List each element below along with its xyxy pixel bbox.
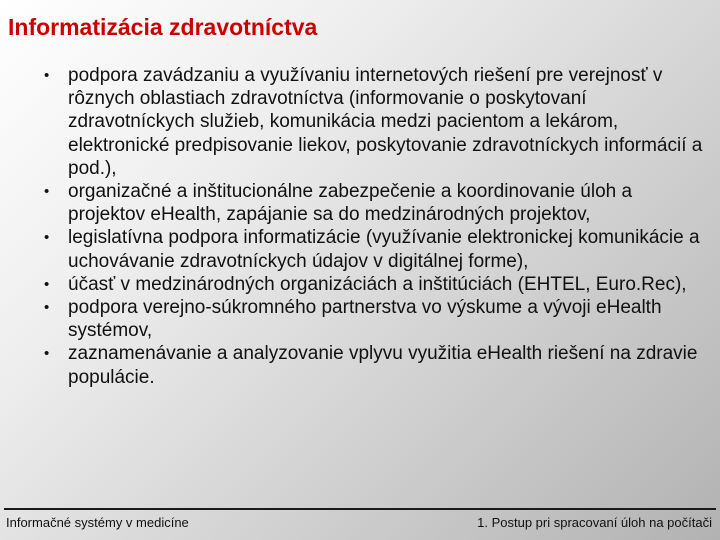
bullet-item bbox=[44, 342, 712, 388]
bullet-dot-icon: • bbox=[44, 299, 50, 317]
bullet-dot-icon: • bbox=[44, 183, 50, 201]
bullet-dot-icon: • bbox=[44, 229, 50, 247]
bullet-item bbox=[44, 273, 712, 296]
footer-divider bbox=[4, 508, 716, 510]
footer-chapter-title: 1. Postup pri spracovaní úloh na počítači bbox=[477, 515, 712, 530]
bullet-dot-icon: • bbox=[44, 275, 50, 293]
footer-course-name: Informačné systémy v medicíne bbox=[6, 515, 189, 530]
slide-title: Informatizácia zdravotníctva bbox=[8, 14, 318, 40]
bullet-text: účasť v medzinárodných organizáciách a inštitúciách (EHTEL, Euro.Rec), bbox=[68, 273, 687, 295]
bullet-item bbox=[44, 64, 712, 180]
bullet-dot-icon: • bbox=[44, 67, 50, 84]
bullet-text: podpora zavádzaniu a využívaniu internetových riešení pre verejnosť v rôznych oblastiach zdravotníctva (informovanie o poskytovaní zdravotníckych služieb, komunikácia medzi pacientom a lekárom, elektronické predpisovanie liekov, poskytovanie zdravotníckych informácií a pod.), bbox=[68, 65, 703, 179]
bullet-list bbox=[44, 64, 712, 389]
bullet-text: organizačné a inštitucionálne zabezpečenie a koordinovanie úloh a projektov eHealth, zapájanie sa do medzinárodných projektov, bbox=[68, 181, 633, 226]
bullet-text: zaznamenávanie a analyzovanie vplyvu využitia eHealth riešení na zdravie populácie. bbox=[68, 343, 698, 388]
bullet-item bbox=[44, 226, 712, 272]
bullet-text: podpora verejno-súkromného partnerstva vo výskume a vývoji eHealth systémov, bbox=[68, 297, 662, 342]
bullet-text: legislatívna podpora informatizácie (využívanie elektronickej komunikácie a uchovávanie zdravotníckych údajov v digitálnej forme), bbox=[68, 227, 700, 272]
bullet-dot-icon: • bbox=[44, 345, 50, 363]
bullet-item bbox=[44, 296, 712, 342]
bullet-item bbox=[44, 180, 712, 226]
